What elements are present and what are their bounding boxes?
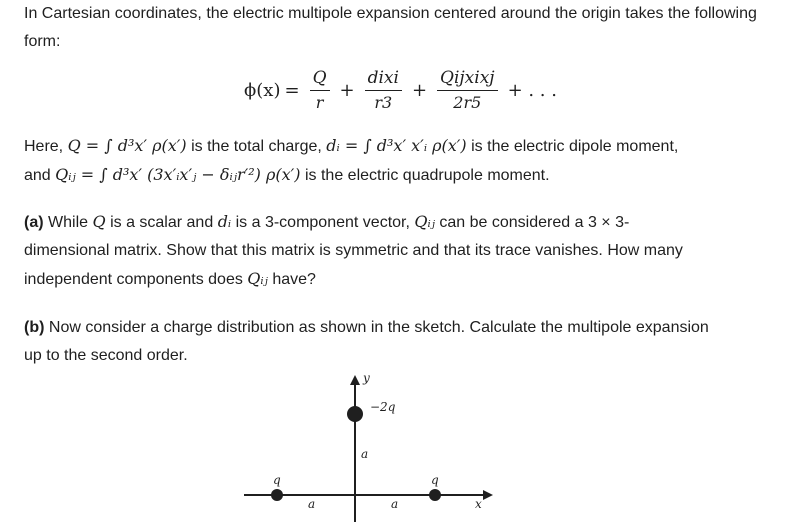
monopole-numerator: Q [310, 68, 330, 91]
dipole-numerator: dixi [365, 68, 402, 91]
plus-sign: + [339, 79, 355, 101]
vertical-distance-label: a [361, 447, 369, 461]
equation-equals: = [284, 79, 300, 101]
right-charge-label: q [431, 473, 439, 487]
ellipsis: + . . . [507, 79, 557, 101]
right-distance-label: a [391, 497, 399, 511]
right-charge-dot [429, 489, 441, 501]
part-a-label: (a) [24, 214, 44, 231]
dipole-formula: dᵢ = ∫ d³x′ x′ᵢ ρ(x′) [326, 136, 467, 155]
left-charge-dot [271, 489, 283, 501]
monopole-denominator: r [315, 93, 324, 112]
dipole-denominator: r3 [374, 93, 393, 112]
part-a-text: (a) While Q is a scalar and dᵢ is a 3-component vector, Qᵢⱼ can be considered a 3 × 3- dimensional matrix. Show that this matrix is symmetric and that its trace vanishes. How many independent components does Qᵢⱼ have? [24, 212, 683, 288]
total-charge-formula: Q = ∫ d³x′ ρ(x′) [67, 136, 187, 155]
top-charge-label: −2q [370, 400, 396, 414]
part-b-text: (b) Now consider a charge distribution as shown in the sketch. Calculate the multipole expansion up to the second order. [24, 319, 709, 364]
quadrupole-numerator: Qijxixj [437, 68, 498, 91]
intro-text: In Cartesian coordinates, the electric multipole expansion centered around the origin takes the following form: [24, 5, 757, 50]
quadrupole-formula: Qᵢⱼ = ∫ d³x′ (3x′ᵢx′ⱼ − δᵢⱼr′²) ρ(x′) [55, 165, 301, 184]
plus-sign: + [411, 79, 428, 101]
left-charge-label: q [273, 473, 281, 487]
top-charge-dot [347, 406, 363, 422]
equation-lhs: ϕ(x) [244, 79, 281, 101]
part-b-label: (b) [24, 319, 45, 336]
definitions-text: Here, Q = ∫ d³x′ ρ(x′) is the total charge, dᵢ = ∫ d³x′ x′ᵢ ρ(x′) is the electric dipole moment, and Qᵢⱼ = ∫ d³x′ (3x′ᵢx′ⱼ − δᵢⱼr′²) ρ(x′) is the electric quadrupole moment. [24, 136, 679, 184]
left-distance-label: a [308, 497, 316, 511]
quadrupole-denominator: 2r5 [453, 93, 482, 112]
x-axis-label: x [475, 497, 482, 511]
y-axis-label: y [363, 371, 370, 385]
